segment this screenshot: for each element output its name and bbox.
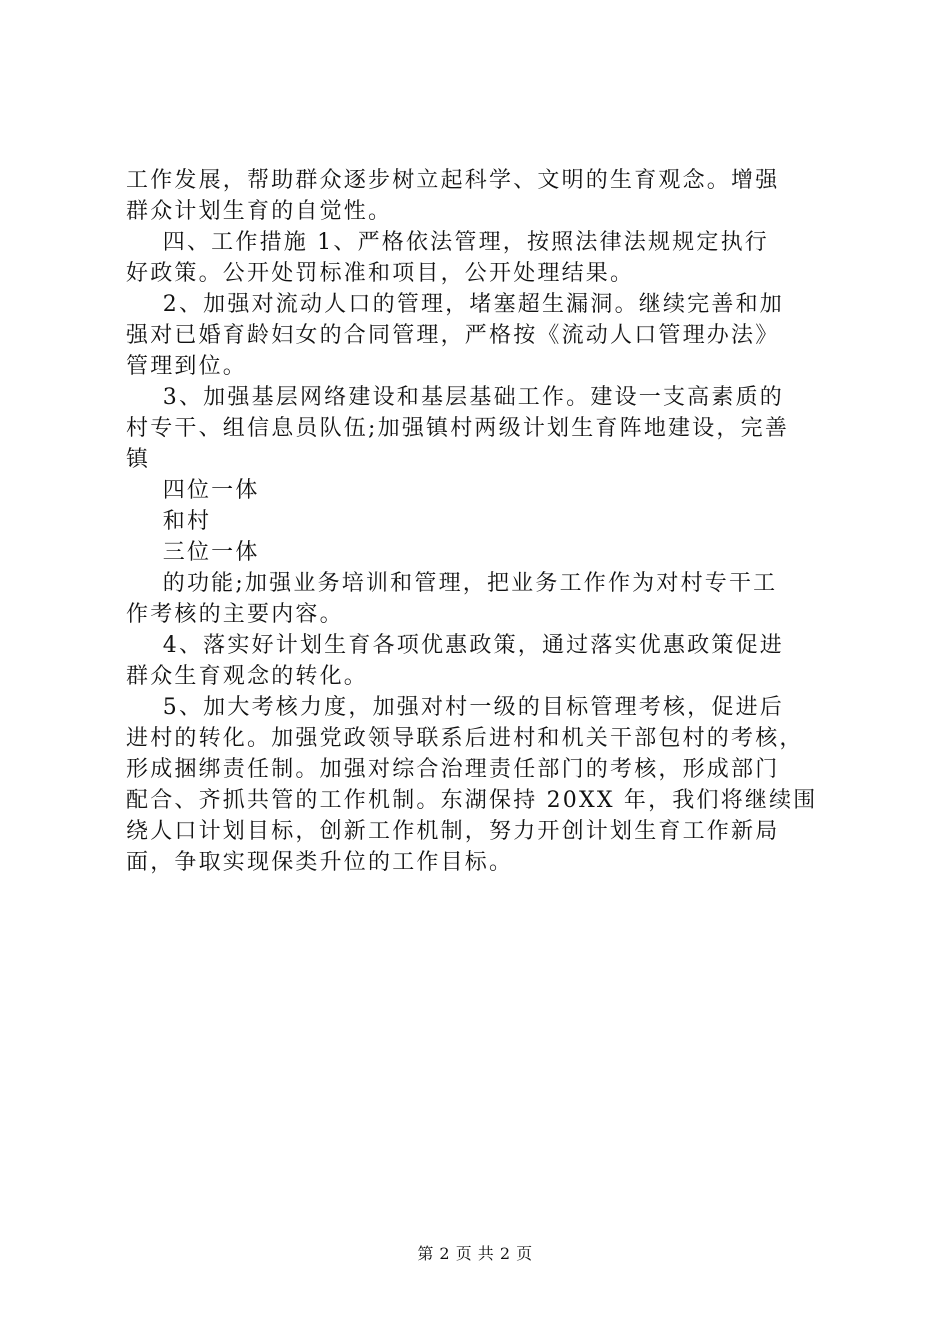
text-line: 绕人口计划目标，创新工作机制，努力开创计划生育工作新局 xyxy=(126,819,780,844)
text-line: 4、落实好计划生育各项优惠政策，通过落实优惠政策促进 xyxy=(126,633,784,658)
text-line: 村专干、组信息员队伍;加强镇村两级计划生育阵地建设，完善 xyxy=(126,416,790,441)
text-line: 强对已婚育龄妇女的合同管理，严格按《流动人口管理办法》 xyxy=(126,323,780,348)
page-footer: 第 2 页 共 2 页 xyxy=(417,1244,533,1263)
text-line: 2、加强对流动人口的管理，堵塞超生漏洞。继续完善和加 xyxy=(126,292,784,317)
text-line: 作考核的主要内容。 xyxy=(126,602,344,627)
text-line: 工作发展，帮助群众逐步树立起科学、文明的生育观念。增强 xyxy=(126,168,780,193)
text-line: 进村的转化。加强党政领导联系后进村和机关干部包村的考核， xyxy=(126,726,804,751)
text-line: 和村 xyxy=(126,509,212,534)
text-line: 的功能;加强业务培训和管理，把业务工作作为对村专干工 xyxy=(126,571,778,596)
text-line: 3、加强基层网络建设和基层基础工作。建设一支高素质的 xyxy=(126,385,784,410)
text-line: 配合、齐抓共管的工作机制。东湖保持 20XX 年，我们将继续围 xyxy=(126,788,818,813)
text-line: 管理到位。 xyxy=(126,354,248,379)
text-line: 三位一体 xyxy=(126,540,260,565)
text-line: 群众计划生育的自觉性。 xyxy=(126,199,393,224)
text-line: 四、工作措施 1、严格依法管理，按照法律法规规定执行 xyxy=(126,230,769,255)
text-line: 群众生育观念的转化。 xyxy=(126,664,369,689)
text-line: 面，争取实现保类升位的工作目标。 xyxy=(126,850,514,875)
text-line: 5、加大考核力度，加强对村一级的目标管理考核，促进后 xyxy=(126,695,784,720)
document-body xyxy=(126,165,831,878)
text-line: 好政策。公开处罚标准和项目，公开处理结果。 xyxy=(126,261,635,286)
text-line: 形成捆绑责任制。加强对综合治理责任部门的考核，形成部门 xyxy=(126,757,780,782)
text-line: 四位一体 xyxy=(126,478,260,503)
text-line: 镇 xyxy=(126,447,151,472)
